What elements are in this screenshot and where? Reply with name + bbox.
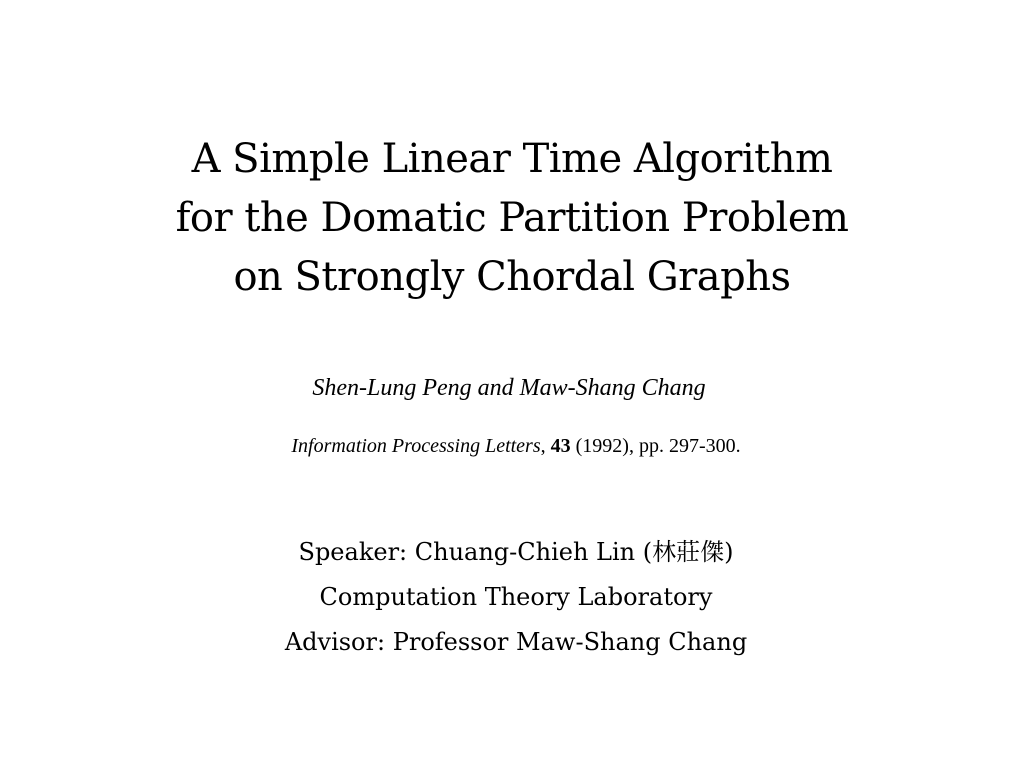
title-line: on Strongly Chordal Graphs (233, 254, 791, 300)
speaker-line: Speaker: Chuang-Chieh Lin (林莊傑) (298, 538, 734, 566)
advisor-line: Advisor: Professor Maw-Shang Chang (284, 628, 748, 656)
speaker-block (0, 530, 1024, 665)
title-line: for the Domatic Partition Problem (175, 195, 849, 241)
authors: Shen-Lung Peng and Maw-Shang Chang (312, 375, 706, 401)
citation-details: (1992), pp. 297-300. (575, 435, 741, 457)
citation (0, 432, 1024, 460)
title-line: A Simple Linear Time Algorithm (191, 136, 833, 182)
slide-title (0, 130, 1024, 307)
journal-volume: 43 (550, 435, 571, 457)
citation-comma: , (540, 435, 546, 457)
journal-name: Information Processing Letters (291, 435, 541, 457)
lab-line: Computation Theory Laboratory (319, 583, 713, 611)
